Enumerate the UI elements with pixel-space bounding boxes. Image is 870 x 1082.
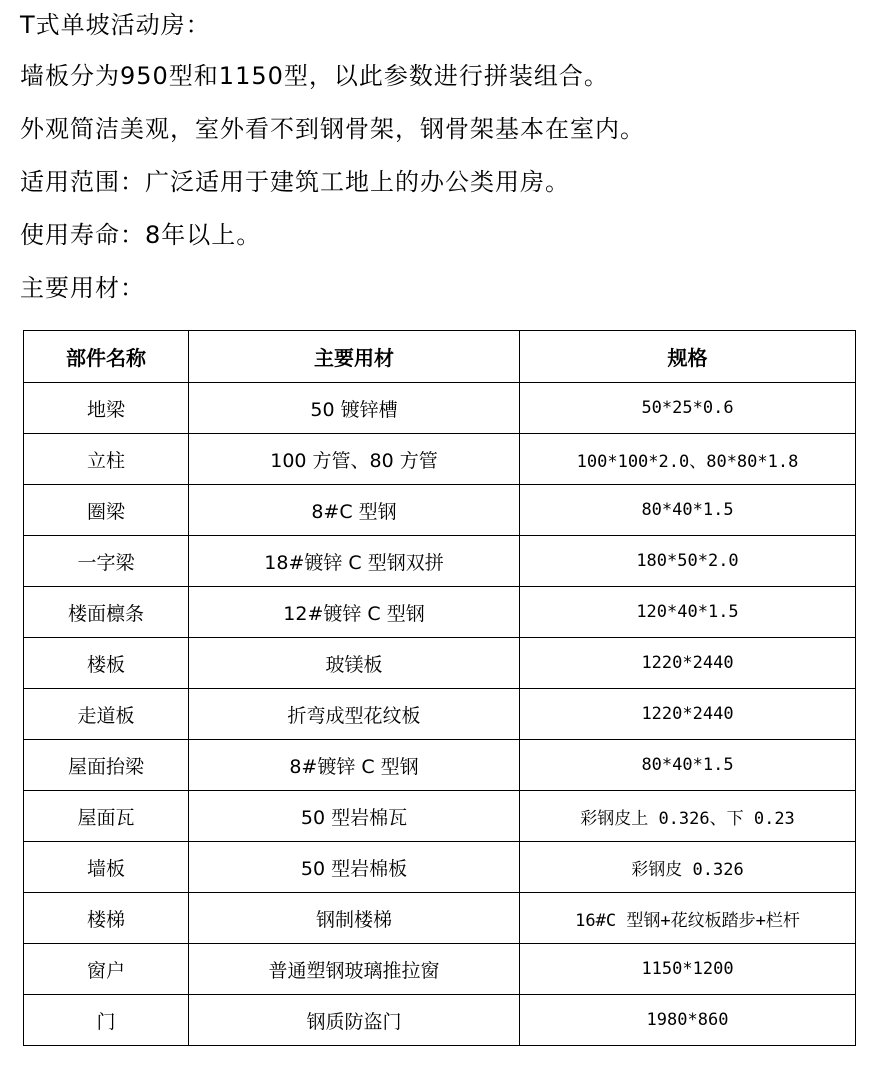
- header-spec: 规格: [520, 331, 856, 383]
- cell-spec: 50*25*0.6: [520, 383, 856, 434]
- cell-part-name: 楼板: [24, 638, 189, 689]
- cell-material: 12#镀锌 C 型钢: [189, 587, 520, 638]
- cell-spec: 1150*1200: [520, 944, 856, 995]
- cell-part-name: 屋面瓦: [24, 791, 189, 842]
- cell-part-name: 门: [24, 995, 189, 1046]
- intro-line-materials-heading: 主要用材：: [20, 274, 145, 302]
- cell-material: 8#镀锌 C 型钢: [189, 740, 520, 791]
- cell-part-name: 立柱: [24, 434, 189, 485]
- cell-spec: 180*50*2.0: [520, 536, 856, 587]
- intro-text: [20, 0, 860, 315]
- cell-part-name: 地梁: [24, 383, 189, 434]
- cell-spec: 80*40*1.5: [520, 740, 856, 791]
- table-row: [24, 383, 856, 434]
- cell-material: 8#C 型钢: [189, 485, 520, 536]
- table-header-row: [24, 331, 856, 383]
- cell-material: 玻镁板: [189, 638, 520, 689]
- table-row: [24, 791, 856, 842]
- cell-part-name: 一字梁: [24, 536, 189, 587]
- cell-spec: 16#C 型钢+花纹板踏步+栏杆: [520, 893, 856, 944]
- table-row: [24, 995, 856, 1046]
- table-row: [24, 587, 856, 638]
- cell-part-name: 圈梁: [24, 485, 189, 536]
- table-row: [24, 842, 856, 893]
- cell-spec: 100*100*2.0、80*80*1.8: [520, 434, 856, 485]
- cell-material: 钢质防盗门: [189, 995, 520, 1046]
- cell-material: 普通塑钢玻璃推拉窗: [189, 944, 520, 995]
- cell-material: 折弯成型花纹板: [189, 689, 520, 740]
- cell-spec: 彩钢皮上 0.326、下 0.23: [520, 791, 856, 842]
- cell-part-name: 窗户: [24, 944, 189, 995]
- cell-spec: 1220*2440: [520, 689, 856, 740]
- cell-part-name: 走道板: [24, 689, 189, 740]
- table-row: [24, 434, 856, 485]
- table-row: [24, 485, 856, 536]
- intro-line-title: T式单坡活动房：: [20, 11, 211, 39]
- cell-material: 钢制楼梯: [189, 893, 520, 944]
- intro-line-scope: 适用范围：广泛适用于建筑工地上的办公类用房。: [20, 168, 570, 196]
- materials-table: [23, 330, 856, 1046]
- intro-line-wall-panels: 墙板分为950型和1150型，以此参数进行拼装组合。: [20, 62, 609, 90]
- cell-spec: 80*40*1.5: [520, 485, 856, 536]
- cell-part-name: 屋面抬梁: [24, 740, 189, 791]
- cell-spec: 1980*860: [520, 995, 856, 1046]
- cell-spec: 120*40*1.5: [520, 587, 856, 638]
- table-row: [24, 740, 856, 791]
- cell-material: 50 型岩棉瓦: [189, 791, 520, 842]
- cell-part-name: 楼梯: [24, 893, 189, 944]
- cell-part-name: 墙板: [24, 842, 189, 893]
- header-part-name: 部件名称: [24, 331, 189, 383]
- table-row: [24, 536, 856, 587]
- cell-material: 100 方管、80 方管: [189, 434, 520, 485]
- table-row: [24, 638, 856, 689]
- cell-spec: 彩钢皮 0.326: [520, 842, 856, 893]
- intro-line-appearance: 外观简洁美观，室外看不到钢骨架，钢骨架基本在室内。: [20, 115, 645, 143]
- table-row: [24, 944, 856, 995]
- cell-spec: 1220*2440: [520, 638, 856, 689]
- cell-material: 50 镀锌槽: [189, 383, 520, 434]
- cell-material: 18#镀锌 C 型钢双拼: [189, 536, 520, 587]
- header-material: 主要用材: [189, 331, 520, 383]
- cell-material: 50 型岩棉板: [189, 842, 520, 893]
- table-row: [24, 689, 856, 740]
- cell-part-name: 楼面檩条: [24, 587, 189, 638]
- table-row: [24, 893, 856, 944]
- intro-line-lifespan: 使用寿命：8年以上。: [20, 221, 262, 249]
